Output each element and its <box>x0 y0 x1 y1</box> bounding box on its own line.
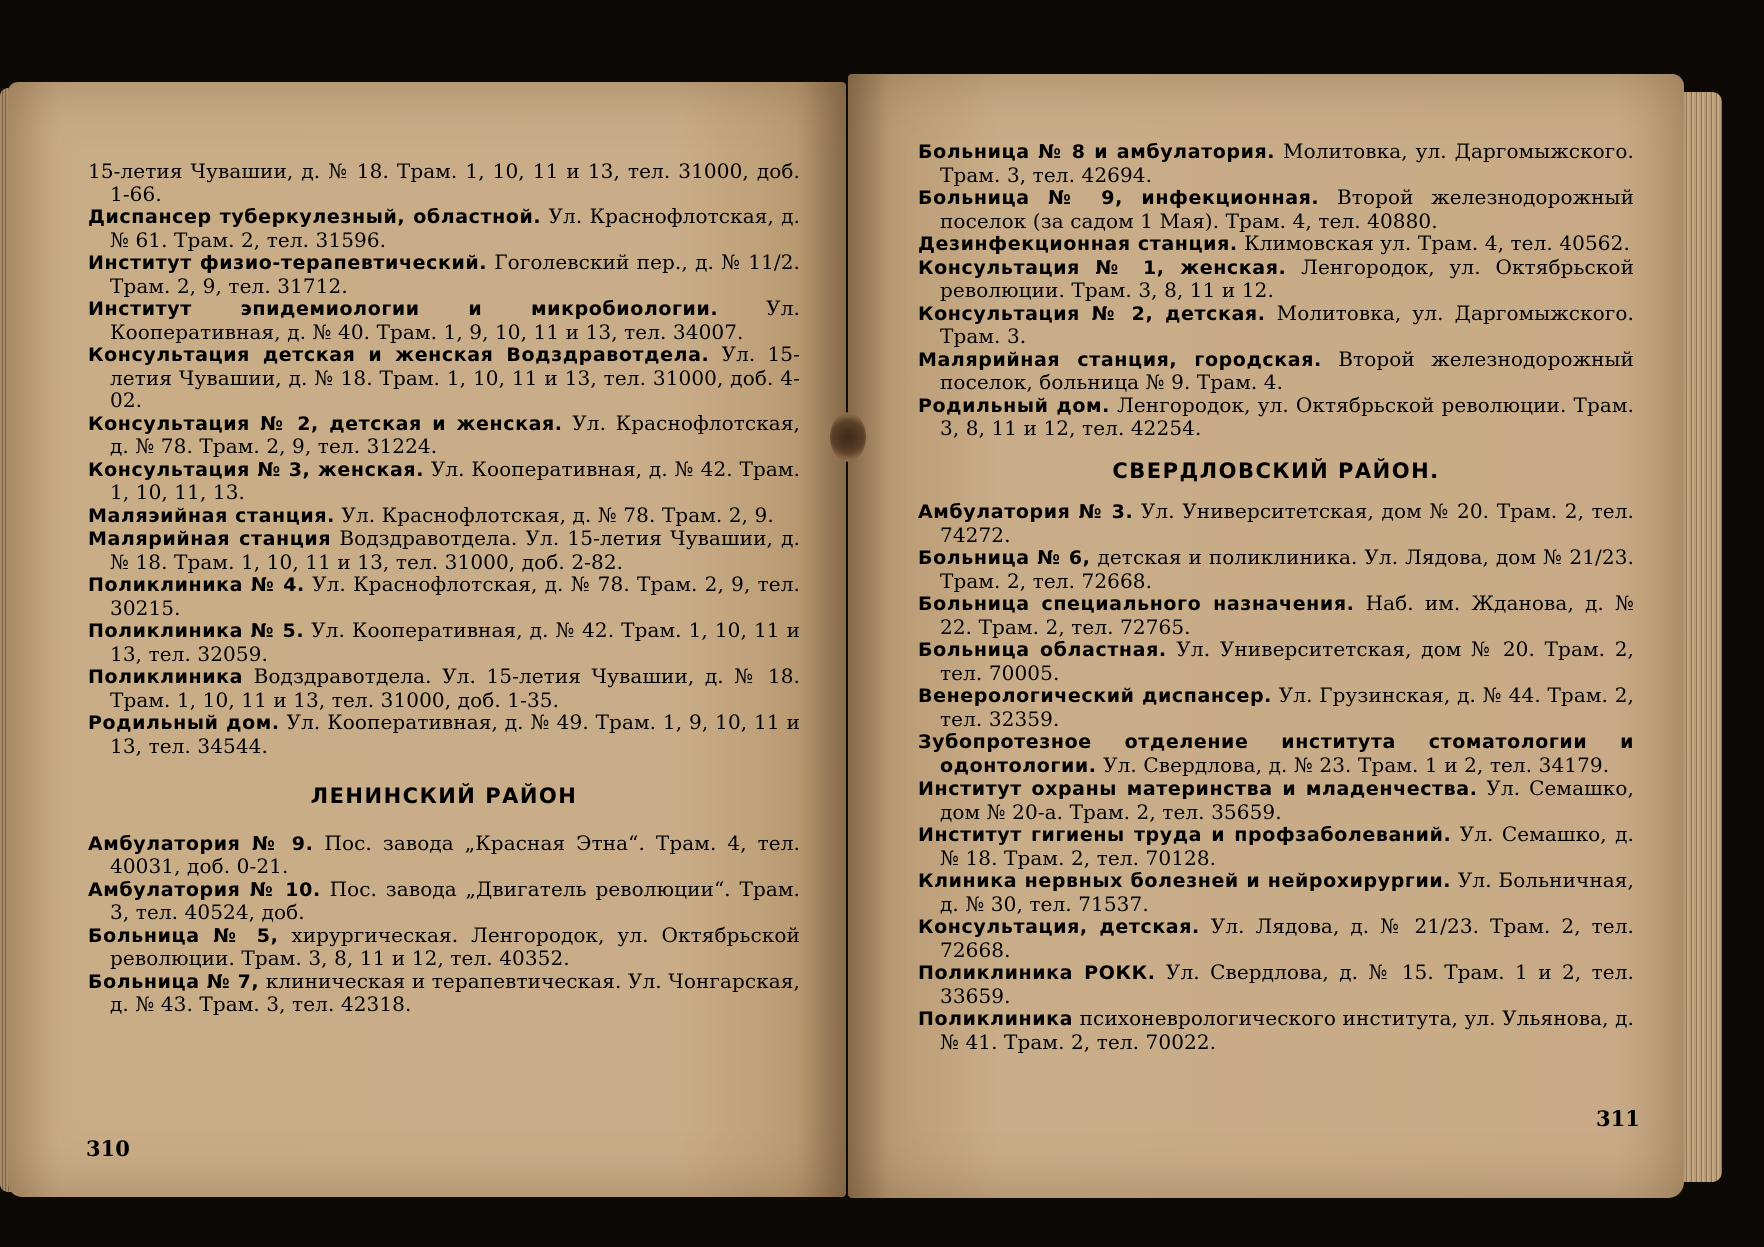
institution-details: Ул. Кооперативная, д. № 42. Трам. 1, 10, 11 и 13, тел. 32059. <box>110 618 801 666</box>
directory-entry <box>88 458 800 504</box>
directory-entry <box>918 869 1634 915</box>
directory-entry <box>88 504 800 528</box>
institution-name: Маляэийная станция. <box>88 504 335 527</box>
institution-details: Ул. Грузинская, д. № 44. Трам. 2, тел. 32359. <box>940 683 1634 731</box>
institution-name: Больница № 7, <box>88 970 260 993</box>
institution-details: Ул. Краснофлотская, д. № 78. Трам. 2, 9. <box>341 502 774 527</box>
institution-details: Ул. Семашко, д. № 18. Трам. 2, тел. 70128. <box>940 822 1634 870</box>
institution-details: Наб. им. Жданова, д. № 22. Трам. 2, тел. 72765. <box>940 591 1634 639</box>
left-page-text <box>88 160 800 1016</box>
institution-name: Дезинфекционная станция. <box>918 233 1238 255</box>
directory-entry <box>918 302 1634 348</box>
institution-name: Институт охраны материнства и младенчества. <box>918 778 1478 800</box>
institution-name: Амбулатория № 3. <box>918 501 1134 523</box>
directory-entry <box>88 205 800 251</box>
institution-details: Ул. Свердлова, д. № 23. Трам. 1 и 2, тел. 34179. <box>1103 752 1610 777</box>
institution-details: Водздравотдела. Ул. 15-летия Чувашии, д. № 18. Трам. 1, 10, 11 и 13, тел. 31000, доб. 2-82. <box>110 526 800 574</box>
directory-entry <box>88 573 800 619</box>
institution-name: Венерологический диспансер. <box>918 685 1272 707</box>
directory-entry <box>918 915 1634 961</box>
institution-name: Институт физио-терапевтический. <box>88 252 488 274</box>
institution-details: Водздравотдела. Ул. 15-летия Чувашии, д. № 18. Трам. 1, 10, 11 и 13, тел. 31000, доб. 1-35. <box>110 664 800 712</box>
institution-name: Больница № 5, <box>88 924 279 947</box>
institution-details: Ул. 15-летия Чувашии, д. № 18. Трам. 1, 10, 11 и 13, тел. 31000, доб. 4-02. <box>110 342 800 412</box>
directory-entry <box>88 878 800 924</box>
directory-entry <box>88 251 800 297</box>
institution-name: Консультация, детская. <box>918 916 1200 938</box>
directory-entry <box>88 711 800 757</box>
institution-details: Ленгородок, ул. Октябрьской революции. Трам. 3, 8, 11 и 12, тел. 42254. <box>940 392 1634 440</box>
directory-entry <box>88 665 800 711</box>
binding-hole <box>830 412 866 462</box>
institution-details: Пос. завода „Красная Этна“. Трам. 4, тел. 40031, доб. 0-21. <box>110 830 800 878</box>
institution-name: Поликлиника № 4. <box>88 574 305 596</box>
institution-name: Поликлиника <box>918 1008 1074 1030</box>
directory-entry <box>918 140 1634 186</box>
directory-entry <box>918 592 1634 638</box>
institution-details: Ул. Университетская, дом № 20. Трам. 2, тел. 74272. <box>940 499 1634 547</box>
left-entries-bottom <box>88 832 800 1016</box>
directory-entry <box>918 823 1634 869</box>
directory-entry <box>918 684 1634 730</box>
institution-name: Поликлиника № 5. <box>88 620 305 642</box>
institution-name: Институт гигиены труда и профзаболеваний. <box>918 824 1452 846</box>
directory-entry <box>918 186 1634 232</box>
directory-entry <box>88 297 800 343</box>
institution-name: Консультация № 2, детская. <box>918 302 1266 325</box>
page-number-left: 310 <box>86 1136 130 1161</box>
page-number-right: 311 <box>1596 1106 1640 1131</box>
directory-entry <box>918 256 1634 302</box>
institution-details: Молитовка, ул. Даргомыжского. Трам. 3. <box>940 300 1634 348</box>
right-page-edges <box>1684 92 1722 1182</box>
left-entries-top <box>88 160 800 757</box>
directory-entry <box>88 924 800 970</box>
directory-entry <box>918 961 1634 1007</box>
institution-name: Консультация № 1, женская. <box>918 256 1287 279</box>
district-heading-leninsky: ЛЕНИНСКИЙ РАЙОН <box>310 784 578 808</box>
institution-details: хирургическая. Ленгородок, ул. Октябрьской революции. Трам. 3, 8, 11 и 12, тел. 40352. <box>110 922 800 970</box>
institution-name: Малярийная станция, городская. <box>918 348 1322 371</box>
institution-details: психоневрологического института, ул. Ульянова, д. № 41. Трам. 2, тел. 70022. <box>940 1006 1634 1054</box>
directory-entry <box>88 343 800 412</box>
institution-name: Амбулатория № 9. <box>88 832 314 855</box>
institution-details: Второй железнодорожный поселок (за садом 1 Мая). Трам. 4, тел. 40880. <box>940 185 1634 233</box>
institution-name: Поликлиника РОКК. <box>918 962 1156 984</box>
institution-details: Ул. Университетская, дом № 20. Трам. 2, тел. 70005. <box>940 637 1634 685</box>
institution-details: Молитовка, ул. Даргомыжского. Трам. 3, тел. 42694. <box>940 139 1634 187</box>
institution-name: Клиника нервных болезней и нейрохирургии. <box>918 870 1452 892</box>
institution-name: Консультация № 2, детская и женская. <box>88 412 563 435</box>
institution-name: Родильный дом. <box>918 394 1110 417</box>
institution-name: Больница № 9, инфекционная. <box>918 187 1320 209</box>
institution-details: Гоголевский пер., д. № 11/2. Трам. 2, 9, тел. 31712. <box>110 250 800 298</box>
institution-details: Ул. Кооперативная, д. № 49. Трам. 1, 9, 10, 11 и 13, тел. 34544. <box>110 710 800 758</box>
institution-details: Ул. Кооперативная, д. № 40. Трам. 1, 9, 10, 11 и 13, тел. 34007. <box>110 296 800 344</box>
institution-name: Поликлиника <box>88 666 244 688</box>
institution-name: Институт эпидемиологии и микробиологии. <box>88 298 719 320</box>
institution-details: Ленгородок, ул. Октябрьской революции. Трам. 3, 8, 11 и 12. <box>940 254 1634 302</box>
directory-entry <box>88 160 800 205</box>
directory-entry <box>918 348 1634 394</box>
directory-entry <box>918 1007 1634 1053</box>
right-entries-bottom <box>918 500 1634 1053</box>
institution-name: Зубопротезное отделение института стоматологии и одонтологии. <box>918 731 1634 777</box>
right-page-text <box>918 140 1634 1053</box>
institution-details: Ул. Семашко, дом № 20-а. Трам. 2, тел. 35659. <box>940 776 1634 824</box>
institution-details: Ул. Кооперативная, д. № 42. Трам. 1, 10, 11, 13. <box>110 456 801 504</box>
right-entries-top <box>918 140 1634 440</box>
institution-details: Пос. завода „Двигатель революции“. Трам. 3, тел. 40524, доб. <box>110 876 800 924</box>
directory-entry <box>918 777 1634 823</box>
institution-details: детская и поликлиника. Ул. Лядова, дом № 21/23. Трам. 2, тел. 72668. <box>940 545 1634 593</box>
institution-name: Больница специального назначения. <box>918 593 1355 615</box>
institution-name: Консультация № 3, женская. <box>88 458 425 481</box>
directory-entry <box>918 546 1634 592</box>
institution-details: Ул. Больничная, д. № 30, тел. 71537. <box>940 868 1634 916</box>
directory-entry <box>918 500 1634 546</box>
directory-entry <box>918 730 1634 777</box>
directory-entry <box>88 832 800 878</box>
institution-name: Родильный дом. <box>88 712 280 734</box>
institution-details: Ул. Краснофлотская, д. № 78. Трам. 2, 9, тел. 30215. <box>110 572 801 620</box>
institution-details: клиническая и терапевтическая. Ул. Чонгарская, д. № 43. Трам. 3, тел. 42318. <box>110 968 800 1016</box>
institution-details: Второй железнодорожный поселок, больница № 9. Трам. 4. <box>940 346 1634 394</box>
directory-entry <box>88 527 800 573</box>
institution-name: Диспансер туберкулезный, областной. <box>88 206 542 228</box>
directory-entry <box>88 970 800 1016</box>
institution-name: Малярийная станция <box>88 528 332 550</box>
institution-details: Климовская ул. Трам. 4, тел. 40562. <box>1244 231 1630 255</box>
directory-entry <box>88 619 800 665</box>
institution-details: Ул. Краснофлотская, д. № 78. Трам. 2, 9, тел. 31224. <box>110 410 800 458</box>
institution-details: Ул. Лядова, д. № 21/23. Трам. 2, тел. 72668. <box>940 914 1634 962</box>
directory-entry <box>918 232 1634 256</box>
institution-name: Больница № 8 и амбулатория. <box>918 141 1276 163</box>
directory-entry <box>918 394 1634 440</box>
directory-entry <box>88 412 800 458</box>
institution-details: Ул. Краснофлотская, д. № 61. Трам. 2, тел. 31596. <box>110 204 800 252</box>
institution-name: Больница областная. <box>918 639 1167 661</box>
directory-entry <box>918 638 1634 684</box>
institution-details: Ул. Свердлова, д. № 15. Трам. 1 и 2, тел. 33659. <box>940 960 1634 1008</box>
institution-name: Консультация детская и женская Водздравотдела. <box>88 344 710 366</box>
institution-name: Амбулатория № 10. <box>88 878 321 901</box>
institution-details: 15-летия Чувашии, д. № 18. Трам. 1, 10, 11 и 13, тел. 31000, доб. 1-66. <box>88 159 800 206</box>
district-heading-sverdlovsky: СВЕРДЛОВСКИЙ РАЙОН. <box>1112 458 1440 483</box>
institution-name: Больница № 6, <box>918 547 1091 569</box>
